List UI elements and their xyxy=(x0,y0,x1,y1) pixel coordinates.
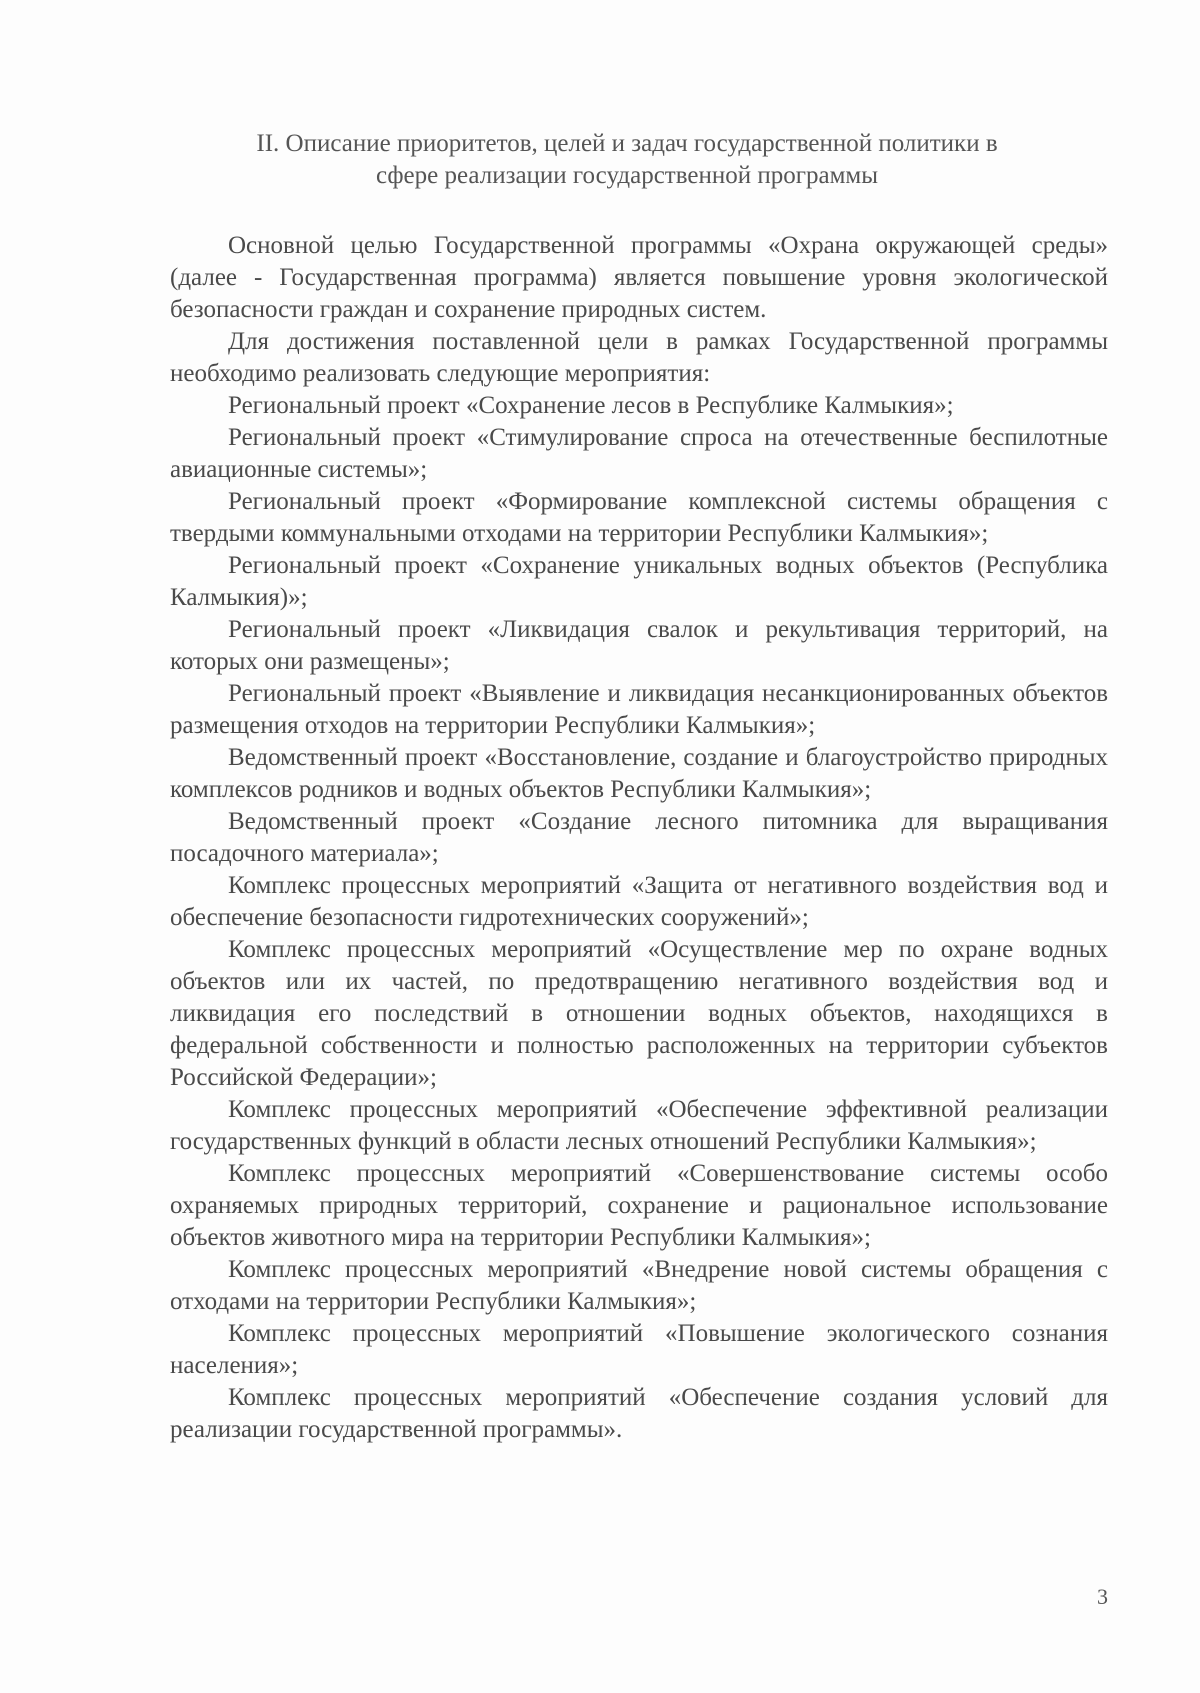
list-item: Ведомственный проект «Восстановление, создание и благоустройство природных комплексов родников и водных объектов Республики Калмыкия»; xyxy=(170,744,1108,803)
list-item: Региональный проект «Формирование комплексной системы обращения с твердыми коммунальными отходами на территории Республики Калмыкия»; xyxy=(170,488,1108,547)
list-item: Ведомственный проект «Создание лесного питомника для выращивания посадочного материала»; xyxy=(170,808,1108,867)
list-item: Региональный проект «Сохранение уникальных водных объектов (Республика Калмыкия)»; xyxy=(170,552,1108,611)
list-item: Комплекс процессных мероприятий «Обеспечение эффективной реализации государственных функций в области лесных отношений Республики Калмыкия»; xyxy=(170,1096,1108,1155)
list-item: Комплекс процессных мероприятий «Защита от негативного воздействия вод и обеспечение безопасности гидротехнических сооружений»; xyxy=(170,872,1108,931)
list-item: Региональный проект «Выявление и ликвидация несанкционированных объектов размещения отходов на территории Республики Калмыкия»; xyxy=(170,680,1108,739)
list-item: Комплекс процессных мероприятий «Совершенствование системы особо охраняемых природных территорий, сохранение и рациональное использование объектов животного мира на территории Республики Калмыкия»; xyxy=(170,1160,1108,1251)
list-item: Комплекс процессных мероприятий «Осуществление мер по охране водных объектов или их частей, по предотвращению негативного воздействия вод и ликвидация его последствий в отношении водных объектов, находящихся в федеральной собственности и полностью расположенных на территории субъектов Российской Федерации»; xyxy=(170,936,1108,1091)
list-item: Комплекс процессных мероприятий «Внедрение новой системы обращения с отходами на территории Республики Калмыкия»; xyxy=(170,1256,1108,1315)
list-item: Комплекс процессных мероприятий «Повышение экологического сознания населения»; xyxy=(170,1320,1108,1379)
paragraph-goal: Основной целью Государственной программы «Охрана окружающей среды» (далее - Государственная программа) является повышение уровня экологической безопасности граждан и сохранение природных систем. xyxy=(170,232,1108,323)
document-body xyxy=(170,230,1108,1446)
list-item: Региональный проект «Ликвидация свалок и рекультивация территорий, на которых они размещены»; xyxy=(170,616,1108,675)
section-heading-line-1: II. Описание приоритетов, целей и задач государственной политики в xyxy=(256,130,998,157)
list-item: Региональный проект «Стимулирование спроса на отечественные беспилотные авиационные системы»; xyxy=(170,424,1108,483)
section-heading xyxy=(160,128,1094,192)
list-item: Региональный проект «Сохранение лесов в Республике Калмыкия»; xyxy=(228,392,954,419)
page-number: 3 xyxy=(1097,1584,1108,1609)
paragraph-intro: Для достижения поставленной цели в рамках Государственной программы необходимо реализовать следующие мероприятия: xyxy=(170,328,1108,387)
list-item: Комплекс процессных мероприятий «Обеспечение создания условий для реализации государственной программы». xyxy=(170,1384,1108,1443)
section-heading-line-2: сфере реализации государственной программы xyxy=(375,162,879,189)
